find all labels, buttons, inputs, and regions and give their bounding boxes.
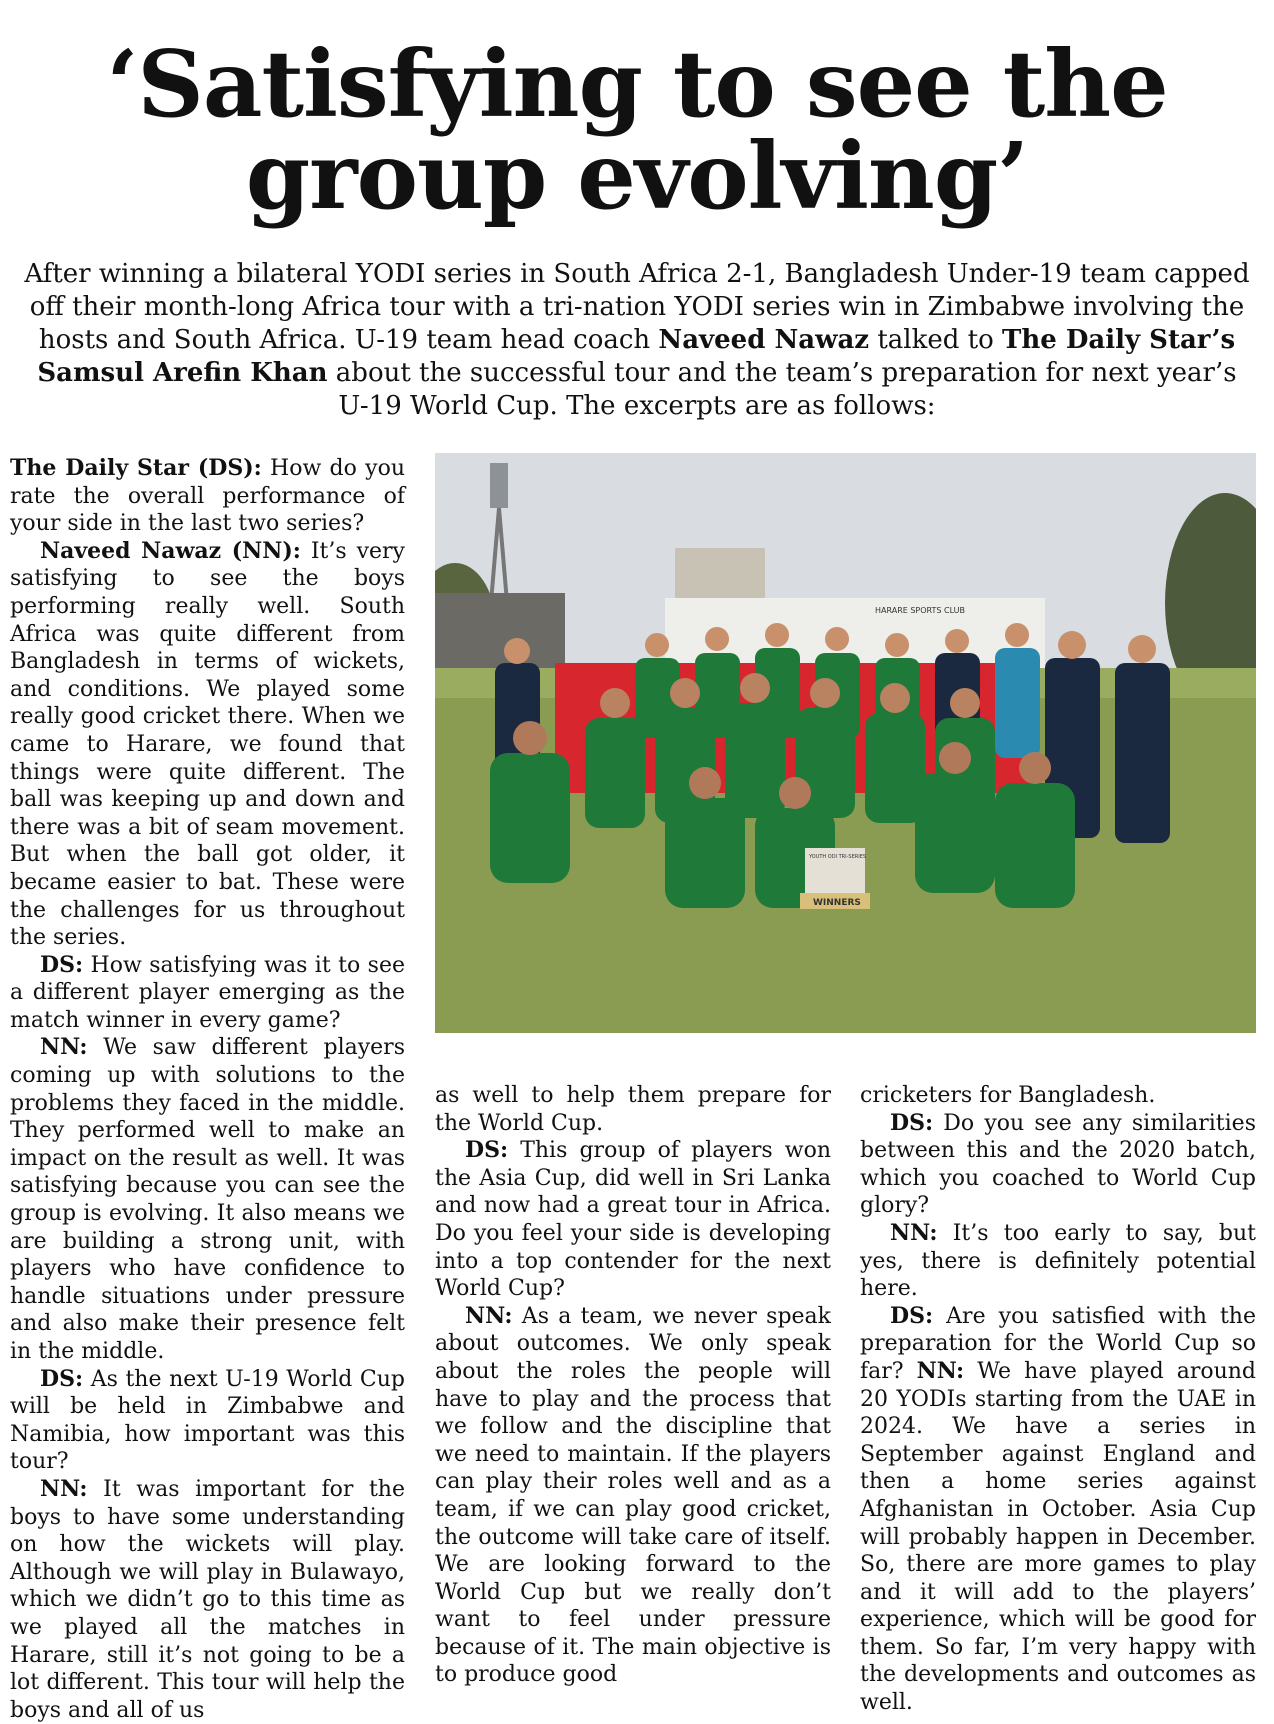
answer-text: We saw different players coming up with solutions to the problems they faced in the middle. They performed well to make an impact on the result as well. It was satisfying because you can see the group is evolving. It also means we are building a strong unit, with players who have confidence to handle situations under pressure and also make their presence felt in the middle. bbox=[10, 1035, 405, 1364]
answer-paragraph bbox=[435, 1303, 831, 1689]
headline bbox=[0, 30, 1274, 230]
question-text: Are you satisfied with the preparation for the World Cup so far? bbox=[860, 1303, 1256, 1384]
pavilion-sign: HARARE SPORTS CLUB bbox=[875, 606, 966, 615]
speaker-label: NN: bbox=[890, 1219, 938, 1246]
speaker-label: NN: bbox=[40, 1475, 88, 1502]
question-paragraph bbox=[10, 1366, 405, 1476]
question-paragraph bbox=[860, 1303, 1256, 1717]
reporter-name: Samsul Arefin Khan bbox=[37, 358, 328, 388]
intro-text: about the successful tour and the team’s preparation for next year’s U-19 World Cup. The excerpts are as follows: bbox=[327, 358, 1237, 421]
intro-text: After winning a bilateral YODI series in South Africa 2-1, Bangladesh Under-19 team capped off their month-long Africa tour with a tri-nation YODI series win in Zimbabwe involving the hosts and South Africa. U-19 team head coach bbox=[24, 259, 1250, 355]
intro-paragraph bbox=[20, 258, 1254, 423]
speaker-label: DS: bbox=[40, 1365, 84, 1392]
newspaper-name: The Daily Star’s bbox=[1002, 325, 1236, 355]
speaker-label: The Daily Star (DS): bbox=[10, 455, 262, 481]
team-photo bbox=[435, 453, 1256, 1033]
answer-text: It’s very satisfying to see the boys performing really well. South Africa was quite different from Bangladesh in terms of wickets, and conditions. We played some really good cricket there. When we came to Harare, we found that things were quite different. The ball was keeping up and down and there was a bit of seam movement. But when the ball got older, it became easier to bat. These were the challenges for us throughout the series. bbox=[10, 538, 405, 951]
stand bbox=[435, 593, 565, 673]
question-text: As the next U-19 World Cup will be held in Zimbabwe and Namibia, how important was this tour? bbox=[10, 1366, 405, 1475]
answer-paragraph bbox=[10, 538, 405, 952]
question-paragraph bbox=[10, 455, 405, 538]
article-column-3 bbox=[860, 1082, 1256, 1717]
continued-paragraph bbox=[860, 1082, 1256, 1110]
answer-text: cricketers for Bangladesh. bbox=[860, 1083, 1156, 1108]
speaker-label: DS: bbox=[465, 1137, 509, 1164]
speaker-label: NN: bbox=[916, 1357, 965, 1384]
coach-name: Naveed Nawaz bbox=[658, 325, 870, 355]
team-photo-illustration bbox=[435, 453, 1256, 1033]
speaker-label: Naveed Nawaz (NN): bbox=[40, 537, 301, 564]
answer-text: We have played around 20 YODIs starting from the UAE in 2024. We have a series in September against England and then a home series against Afghanistan in October. Asia Cup will probably happen in December. So, there are more games to play and it will add to the players’ experience, which will be good for them. So far, I’m very happy with the developments and outcomes as well. bbox=[860, 1358, 1256, 1716]
article-column-2 bbox=[435, 1082, 831, 1689]
headline-line-2: group evolving’ bbox=[245, 122, 1029, 230]
intro-text: talked to bbox=[869, 325, 1003, 355]
trophy-label: WINNERS bbox=[813, 898, 861, 908]
headline-line-1: ‘Satisfying to see the bbox=[106, 30, 1168, 138]
speaker-label: DS: bbox=[890, 1302, 934, 1329]
trophy-title: YOUTH ODI TRI-SERIES bbox=[809, 854, 867, 860]
speaker-label: DS: bbox=[890, 1109, 934, 1136]
question-text: This group of players won the Asia Cup, did well in Sri Lanka and now had a great tour in Africa. Do you feel your side is developing into a top contender for the next World Cup? bbox=[435, 1138, 831, 1302]
continued-paragraph bbox=[435, 1082, 831, 1137]
answer-text: It was important for the boys to have some understanding on how the wickets will play. Although we will play in Bulawayo, which we didn’t go to this time as we played all the matches in Harare, still it’s not going to be a lot different. This tour will help the boys and all of us bbox=[10, 1476, 405, 1723]
answer-paragraph bbox=[10, 1034, 405, 1365]
answer-text: It’s too early to say, but yes, there is definitely potential here. bbox=[860, 1220, 1256, 1302]
answer-text: As a team, we never speak about outcomes. We only speak about the roles the people will have to play and the process that we follow and the discipline that we need to maintain. If the players can play their roles well and as a team, if we can play good cricket, the outcome will take care of itself. We are looking forward to the World Cup but we really don’t want to feel under pressure because of it. The main objective is to produce good bbox=[435, 1303, 831, 1688]
question-text: Do you see any similarities between this and the 2020 batch, which you coached to World Cup glory? bbox=[860, 1110, 1256, 1219]
speaker-label: NN: bbox=[40, 1034, 88, 1061]
speaker-label: NN: bbox=[465, 1302, 513, 1329]
speaker-label: DS: bbox=[40, 951, 84, 978]
article-column-1 bbox=[10, 455, 405, 1724]
question-paragraph bbox=[435, 1137, 831, 1303]
answer-paragraph bbox=[10, 1476, 405, 1724]
answer-text: as well to help them prepare for the World Cup. bbox=[435, 1083, 831, 1136]
question-text: How satisfying was it to see a different player emerging as the match winner in every game? bbox=[10, 952, 405, 1033]
question-paragraph bbox=[860, 1110, 1256, 1220]
trophy bbox=[800, 848, 870, 909]
question-paragraph bbox=[10, 952, 405, 1035]
question-text: How do you rate the overall performance of your side in the last two series? bbox=[10, 456, 405, 537]
answer-paragraph bbox=[860, 1220, 1256, 1303]
